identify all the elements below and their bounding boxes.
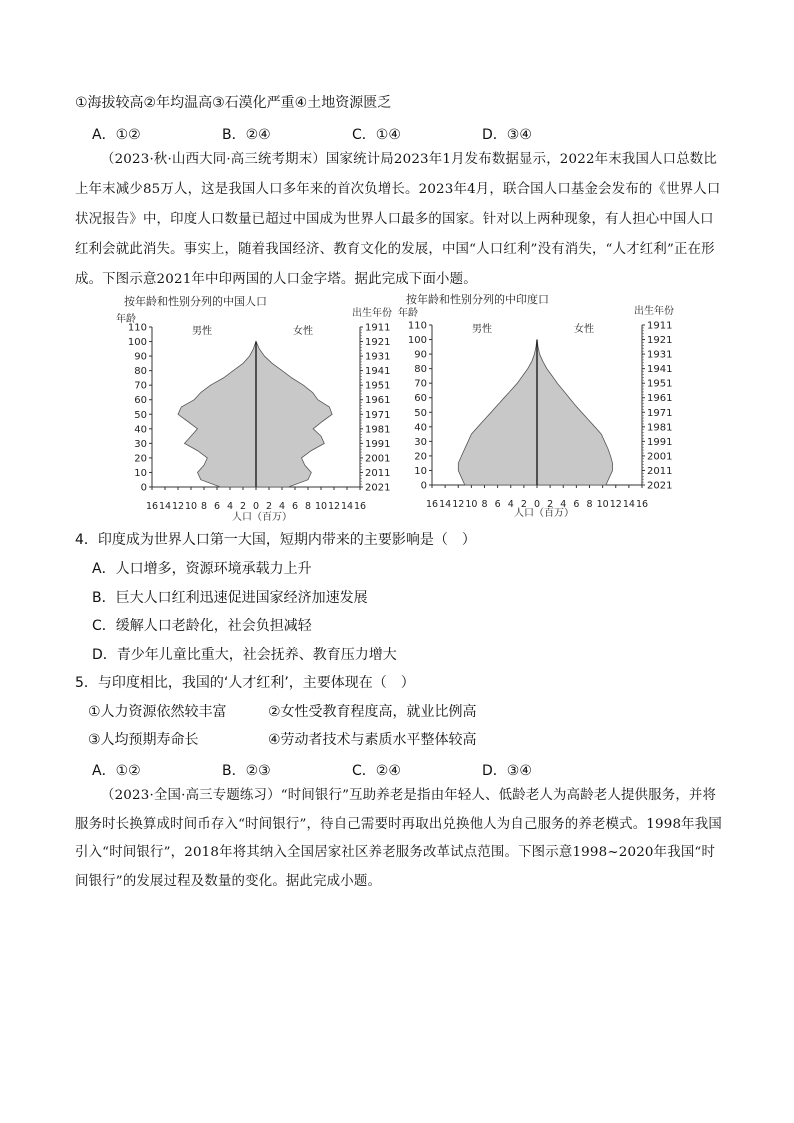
passage-time-bank: （2023·全国·高三专题练习）“时间银行”互助养老是指由年轻人、低龄老人为高龄老人提供服务，并将服务时长换算成时间币存入“时间银行”，待自己需要时再取出兑换他人为自己服务的养老模式。1998年我国引入“时间银行”，2018年将其纳入全国居家社区养老服务改革试点范围。下图示意1998~2020年我国“时间银行”的发展过程及数量的变化。据此完成小题。 <box>75 788 722 889</box>
china-age-tick-label: 60 <box>134 395 147 407</box>
india-age-tick-label: 0 <box>420 480 427 492</box>
q5-statement-3: ③人均预期寿命长 <box>88 732 199 748</box>
china-birth-tick-label: 1931 <box>365 351 391 363</box>
q4-option-c[interactable]: C．缓解人口老龄化，社会负担减轻 <box>92 618 312 634</box>
india-age-tick-label: 10 <box>414 465 427 477</box>
india-age-tick-label: 70 <box>414 378 427 390</box>
india-x-tick-label: 4 <box>560 499 567 510</box>
india-birth-tick-label: 1911 <box>647 320 673 332</box>
china-age-tick-label: 20 <box>134 453 147 465</box>
q5-stem: 5．与印度相比，我国的‘人才红利’，主要体现在（ ） <box>75 675 415 691</box>
india-chart-title: 按年龄和性别分列的中印度口 <box>406 293 549 306</box>
china-x-tick-label: 6 <box>213 501 221 512</box>
china-x-tick-label: 14 <box>158 501 172 512</box>
china-age-tick-label: 70 <box>134 380 147 392</box>
china-x-tick-label: 12 <box>327 501 341 512</box>
india-birth-tick-label: 1921 <box>647 335 673 347</box>
china-male-label: 男性 <box>192 326 212 337</box>
india-x-tick-label: 2 <box>547 499 554 510</box>
q3-option-d[interactable]: D．③④ <box>482 127 532 143</box>
india-birth-tick-label: 1951 <box>647 378 673 390</box>
india-male-label: 男性 <box>472 324 492 335</box>
china-age-tick-label: 10 <box>134 467 147 479</box>
india-birth-tick-label: 2001 <box>647 451 673 463</box>
china-x-tick-label: 14 <box>340 501 354 512</box>
china-pyramid-area <box>178 342 332 488</box>
china-x-tick-label: 4 <box>226 501 234 512</box>
q3-option-a[interactable]: A．①② <box>92 127 141 143</box>
india-birth-tick-label: 1961 <box>647 393 673 405</box>
india-x-tick-label: 6 <box>573 499 580 510</box>
india-age-tick-label: 60 <box>414 393 427 405</box>
china-age-tick-label: 0 <box>140 482 147 494</box>
q5-option-d[interactable]: D．③④ <box>482 763 532 779</box>
china-x-tick-label: 10 <box>314 501 328 512</box>
china-birth-tick-label: 1951 <box>365 380 391 392</box>
passage-population: （2023·秋·山西大同·高三统考期末）国家统计局2023年1月发布数据显示，2022年末我国人口总数比上年末减少85万人，这是我国人口多年来的首次负增长。2023年4月，联合国人口基金会发布的《世界人口状况报告》中，印度人口数量已超过中国成为世界人口最多的国家。针对以上两种现象，有人担心中国人口红利会就此消失。事实上，随着我国经济、教育文化的发展，中国“人口红利”没有消失，“人才红利”正在形成。下图示意2021年中印两国的人口金字塔。据此完成下面小题。 <box>75 152 721 287</box>
q4-option-a[interactable]: A．人口增多，资源环境承载力上升 <box>92 561 312 577</box>
china-birth-tick-label: 2011 <box>365 467 391 479</box>
china-birth-tick-label: 2001 <box>365 453 391 465</box>
india-x-tick-label: 4 <box>507 499 514 510</box>
india-x-tick-label: 8 <box>481 499 488 510</box>
china-x-tick-label: 0 <box>252 501 260 512</box>
china-birth-tick-label: 1961 <box>365 395 391 407</box>
q4-option-d[interactable]: D．青少年儿童比重大，社会抚养、教育压力增大 <box>92 647 397 663</box>
q4-stem: 4．印度成为世界人口第一大国，短期内带来的主要影响是（ ） <box>75 532 476 548</box>
china-age-tick-label: 30 <box>134 438 147 450</box>
india-pyramid-area <box>458 340 612 486</box>
china-birth-label: 出生年份 <box>352 308 392 319</box>
india-age-tick-label: 110 <box>407 320 427 332</box>
india-birth-tick-label: 1941 <box>647 364 673 376</box>
china-x-tick-label: 16 <box>353 501 367 512</box>
china-x-tick-label: 8 <box>200 501 208 512</box>
china-x-tick-label: 10 <box>184 501 198 512</box>
china-birth-tick-label: 1941 <box>365 366 391 378</box>
china-x-tick-label: 8 <box>304 501 312 512</box>
china-x-tick-label: 2 <box>265 501 273 512</box>
china-pyramid-chart <box>100 292 400 524</box>
china-x-tick-label: 6 <box>291 501 299 512</box>
india-age-tick-label: 30 <box>414 436 427 448</box>
q5-options <box>92 760 612 780</box>
china-plot <box>128 323 391 513</box>
india-x-tick-label: 10 <box>465 499 478 510</box>
india-age-tick-label: 90 <box>414 349 427 361</box>
india-plot <box>408 321 673 511</box>
china-age-tick-label: 90 <box>134 351 147 363</box>
china-birth-tick-label: 1991 <box>365 438 391 450</box>
india-birth-tick-label: 1981 <box>647 422 673 434</box>
china-birth-tick-label: 1971 <box>365 409 391 421</box>
india-birth-tick-label: 1971 <box>647 407 673 419</box>
q5-option-c[interactable]: C．②④ <box>352 763 401 779</box>
china-x-tick-label: 4 <box>278 501 286 512</box>
india-x-tick-label: 16 <box>635 499 649 510</box>
india-x-tick-label: 6 <box>494 499 501 510</box>
india-x-tick-label: 12 <box>452 499 465 510</box>
china-birth-tick-label: 1981 <box>365 424 391 436</box>
q3-option-c[interactable]: C．①④ <box>352 127 401 143</box>
india-age-tick-label: 100 <box>407 335 427 347</box>
q3-option-b[interactable]: B．②④ <box>222 127 271 143</box>
india-age-tick-label: 40 <box>414 422 427 434</box>
india-x-tick-label: 10 <box>596 499 609 510</box>
q5-statement-2: ②女性受教育程度高，就业比例高 <box>268 704 477 720</box>
china-age-tick-label: 80 <box>134 366 147 378</box>
china-age-tick-label: 50 <box>134 409 147 421</box>
india-x-tick-label: 14 <box>622 499 635 510</box>
india-birth-tick-label: 2011 <box>647 465 673 477</box>
india-age-tick-label: 80 <box>414 364 427 376</box>
china-age-label: 年龄 <box>116 314 136 325</box>
india-x-tick-label: 12 <box>609 499 622 510</box>
india-birth-tick-label: 1991 <box>647 436 673 448</box>
china-birth-tick-label: 1921 <box>365 337 391 349</box>
china-female-label: 女性 <box>293 326 313 337</box>
china-x-tick-label: 12 <box>171 501 185 512</box>
india-x-tick-label: 16 <box>425 499 439 510</box>
india-female-label: 女性 <box>574 324 594 335</box>
q5-statement-4: ④劳动者技术与素质水平整体较高 <box>268 732 477 748</box>
q5-statement-1: ①人力资源依然较丰富 <box>88 704 227 720</box>
china-birth-tick-label: 2021 <box>365 482 391 494</box>
china-birth-tick-label: 1911 <box>365 322 391 334</box>
china-age-tick-label: 110 <box>127 322 147 334</box>
india-birth-tick-label: 1931 <box>647 349 673 361</box>
india-birth-tick-label: 2021 <box>647 480 673 492</box>
india-x-tick-label: 0 <box>533 499 541 510</box>
india-x-tick-label: 8 <box>586 499 593 510</box>
china-age-tick-label: 100 <box>127 337 147 349</box>
india-x-tick-label: 2 <box>520 499 527 510</box>
china-chart-title: 按年龄和性别分列的中国人口 <box>124 295 267 308</box>
india-pyramid-chart <box>390 292 690 524</box>
india-age-tick-label: 20 <box>414 451 427 463</box>
q4-option-b[interactable]: B．巨大人口红利迅速促进国家经济加速发展 <box>92 590 368 606</box>
india-birth-label: 出生年份 <box>634 306 674 317</box>
q3-statements: ①海拔较高②年均温高③石漠化严重④土地资源匮乏 <box>75 95 392 111</box>
q5-option-a[interactable]: A．①② <box>92 763 141 779</box>
india-age-label: 年龄 <box>398 308 418 319</box>
china-age-tick-label: 40 <box>134 424 147 436</box>
india-x-tick-label: 14 <box>439 499 452 510</box>
q5-option-b[interactable]: B．②③ <box>222 763 271 779</box>
china-xlabel: 人口（百万） <box>232 512 292 523</box>
china-x-tick-label: 2 <box>239 501 247 512</box>
india-xlabel: 人口（百万） <box>514 508 574 519</box>
india-age-tick-label: 50 <box>414 407 427 419</box>
q3-options <box>92 124 612 144</box>
china-x-tick-label: 16 <box>145 501 159 512</box>
